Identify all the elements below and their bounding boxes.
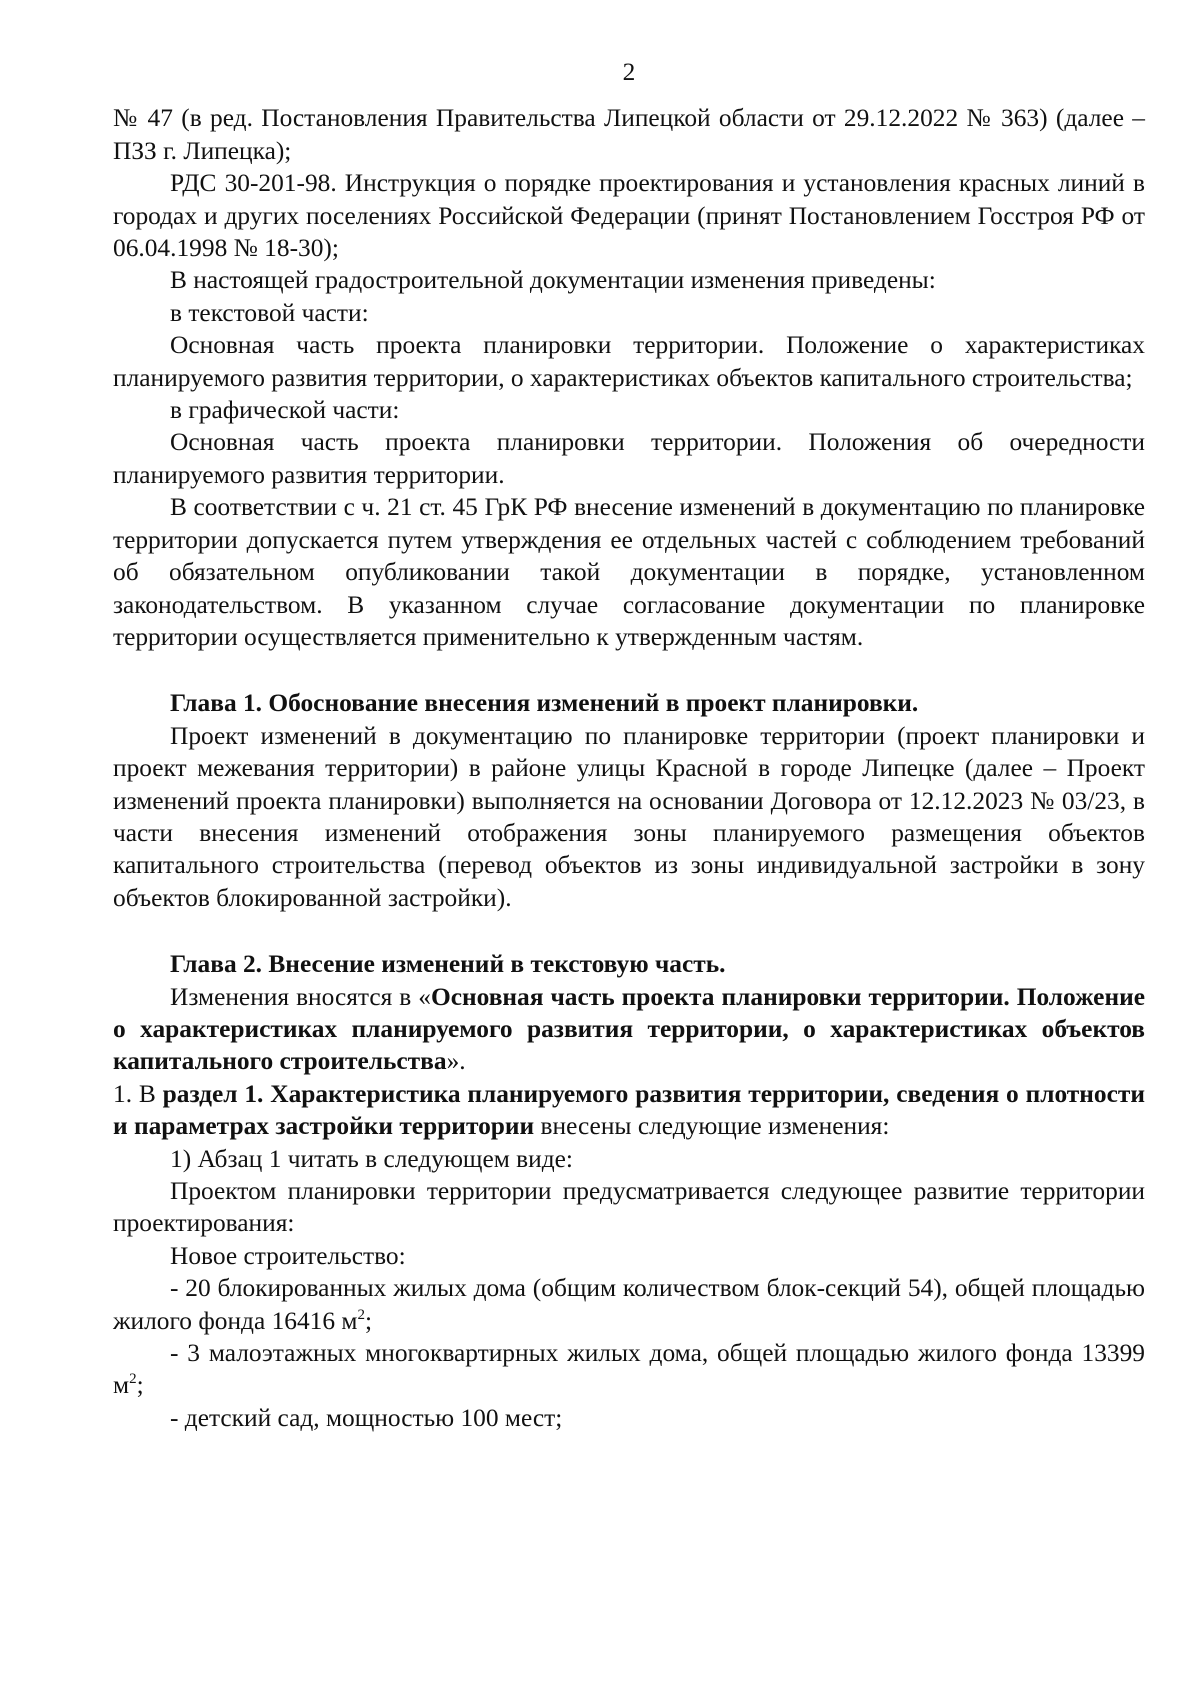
chapter-2-intro-tail: ». [446,1047,466,1076]
chapter-2-text-1: Проектом планировки территории предусматривается следующее развитие территории проектирования: [113,1177,1145,1238]
bullet-2-sup: 2 [129,1371,137,1388]
chapter-2-text-2: Новое строительство: [170,1241,406,1270]
item-1-tail: внесены следующие изменения: [534,1112,890,1141]
bullet-2-end: ; [136,1371,144,1400]
intro-paragraph-3: В настоящей градостроительной документации изменения приведены: [170,266,936,295]
bullet-2-text: - 3 малоэтажных многоквартирных жилых дома, общей площадью жилого фонда 13399 м [113,1339,1145,1400]
bullet-2 [113,1337,1145,1402]
chapter-1-heading: Глава 1. Обоснование внесения изменений в проект планировки. [170,689,919,718]
bullet-1 [113,1272,1145,1337]
bullet-1-sup: 2 [357,1306,365,1323]
sub-item-1: 1) Абзац 1 читать в следующем виде: [170,1144,573,1173]
section-gap [113,914,1145,948]
bullet-1-end: ; [364,1306,373,1335]
bullet-3: - детский сад, мощностью 100 мест; [170,1403,563,1432]
intro-paragraph-8: В соответствии с ч. 21 ст. 45 ГрК РФ внесение изменений в документацию по планировке территории допускается путем утверждения ее отдельных частей с соблюдением требований об обязательном опубликовании такой документации в порядке, установленном законодательством. В указанном случае согласование документации по планировке территории осуществляется применительно к утвержденным частям. [113,493,1145,651]
intro-paragraph-1: № 47 (в ред. Постановления Правительства Липецкой области от 29.12.2022 № 363) (далее – ПЗЗ г. Липецка); [113,104,1145,165]
chapter-2-intro [113,981,1145,1078]
chapter-2-intro-bold: Основная часть проекта планировки территории. Положение о характеристиках планируемого развития территории, о характеристиках объектов капитального строительства [113,982,1145,1076]
intro-paragraph-7: Основная часть проекта планировки территории. Положения об очередности планируемого развития территории. [113,428,1145,489]
chapter-2-heading: Глава 2. Внесение изменений в текстовую часть. [170,950,726,979]
intro-paragraph-6: в графической части: [170,396,400,425]
intro-paragraph-5: Основная часть проекта планировки территории. Положение о характеристиках планируемого развития территории, о характеристиках объектов капитального строительства; [113,331,1145,392]
item-1-lead: 1. В [113,1079,163,1108]
section-gap [113,653,1145,687]
bullet-1-text: - 20 блокированных жилых дома (общим количеством блок-секций 54), общей площадью жилого фонда 16416 м [113,1274,1145,1335]
chapter-1-text: Проект изменений в документацию по планировке территории (проект планировки и проект межевания территории) в районе улицы Красной в городе Липецке (далее – Проект изменений проекта планировки) выполняется на основании Договора от 12.12.2023 № 03/23, в части внесения изменений отображения зоны планируемого размещения объектов капитального строительства (перевод объектов из зоны индивидуальной застройки в зону объектов блокированной застройки). [113,721,1145,912]
intro-paragraph-4: в текстовой части: [170,298,369,327]
chapter-2-intro-lead: Изменения вносятся в « [170,982,431,1011]
page-number: 2 [622,58,636,86]
chapter-2-item-1 [113,1078,1145,1143]
item-1-bold: раздел 1. Характеристика планируемого развития территории, сведения о плотности и параметрах застройки территории [113,1079,1145,1141]
intro-paragraph-2: РДС 30-201-98. Инструкция о порядке проектирования и установления красных линий в городах и других поселениях Российской Федерации (принят Постановлением Госстроя РФ от 06.04.1998 № 18-30); [113,169,1145,263]
